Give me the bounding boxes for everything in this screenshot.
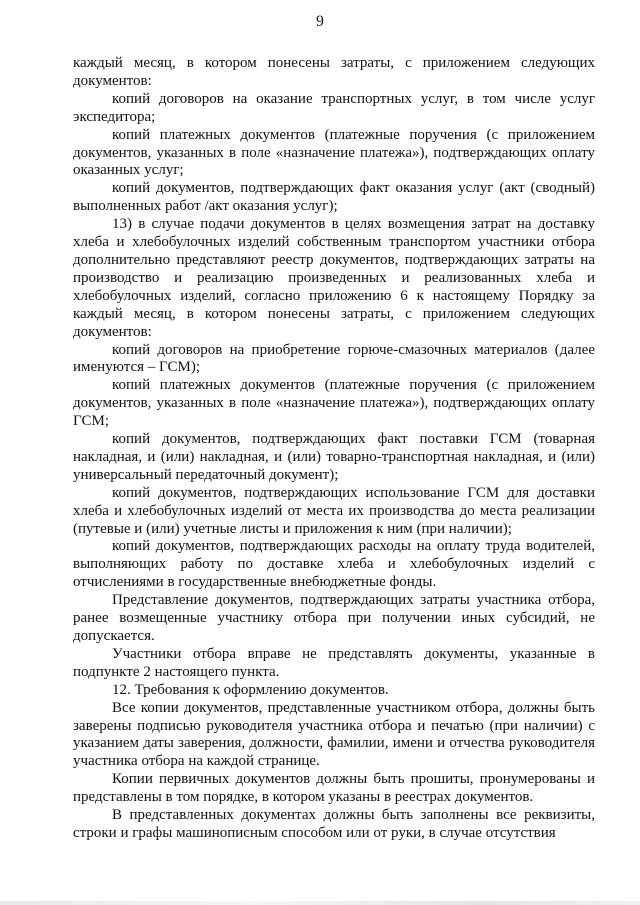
paragraph-payment-documents: копий платежных документов (платежные поручения (с приложением документов, указанных в поле «назначение платежа»), подтверждающих оплату оказанных услуг; xyxy=(73,126,595,179)
document-body xyxy=(73,55,595,843)
paragraph-fuel-delivery: копий документов, подтверждающих факт поставки ГСМ (товарная накладная, и (или) накладная, и (или) товарно-транспортная накладная, и (или) универсальный передаточный документ); xyxy=(73,431,595,483)
paragraph-fuel-usage: копий документов, подтверждающих использование ГСМ для доставки хлеба и хлебобулочных изделий от места их производства до места реализации (путевые и (или) учетные листы и приложения к ним (при наличии); xyxy=(73,484,595,537)
paragraph-binding: Копии первичных документов должны быть прошиты, пронумерованы и представлены в том порядке, в котором указаны в реестрах документов. xyxy=(73,771,595,806)
paragraph-fuel-contracts: копий договоров на приобретение горюче-смазочных материалов (далее именуются – ГСМ); xyxy=(73,341,595,376)
paragraph-driver-wages: копий документов, подтверждающих расходы на оплату труда водителей, выполняющих работу по доставке хлеба и хлебобулочных изделий с отчислениями в государственные внебюджетные фонды. xyxy=(73,538,595,591)
paragraph-previous-subsidies: Представление документов, подтверждающих затраты участника отбора, ранее возмещенные участнику отбора при получении иных субсидий, не допускается. xyxy=(73,592,595,644)
paragraph-fuel-payments: копий платежных документов (платежные поручения (с приложением документов, указанных в поле «назначение платежа»), подтверждающих оплату ГСМ; xyxy=(73,377,595,430)
paragraph-item-13: 13) в случае подачи документов в целях возмещения затрат на доставку хлеба и хлебобулочных изделий собственным транспортом участники отбора дополнительно представляют реестр документов, подтверждающих затраты на производство и реализацию произведенных и реализованных хлеба и хлебобулочных изделий, согласно приложению 6 к настоящему Порядку за каждый месяц, в котором понесены затраты, с приложением следующих документов: xyxy=(73,216,595,340)
scan-edge-strip xyxy=(0,901,640,905)
paragraph-requisites: В представленных документах должны быть заполнены все реквизиты, строки и графы машинописным способом или от руки, в случае отсутствия xyxy=(73,807,595,841)
paragraph-certification: Все копии документов, представленные участником отбора, должны быть заверены подписью руководителя участника отбора и печатью (при наличии) с указанием даты заверения, должности, фамилии, имени и отчества руководителя участника отбора на каждой странице. xyxy=(73,699,595,770)
paragraph-service-acts: копий документов, подтверждающих факт оказания услуг (акт (сводный) выполненных работ /акт оказания услуг); xyxy=(73,180,595,215)
paragraph-continuation: каждый месяц, в котором понесены затраты, с приложением следующих документов: xyxy=(73,55,595,89)
paragraph-optional-documents: Участники отбора вправе не представлять документы, указанные в подпункте 2 настоящего пункта. xyxy=(73,645,595,680)
section-heading-12: 12. Требования к оформлению документов. xyxy=(112,681,389,698)
page-number: 9 xyxy=(316,13,324,30)
paragraph-transport-contracts: копий договоров на оказание транспортных услуг, в том числе услуг экспедитора; xyxy=(73,90,595,125)
